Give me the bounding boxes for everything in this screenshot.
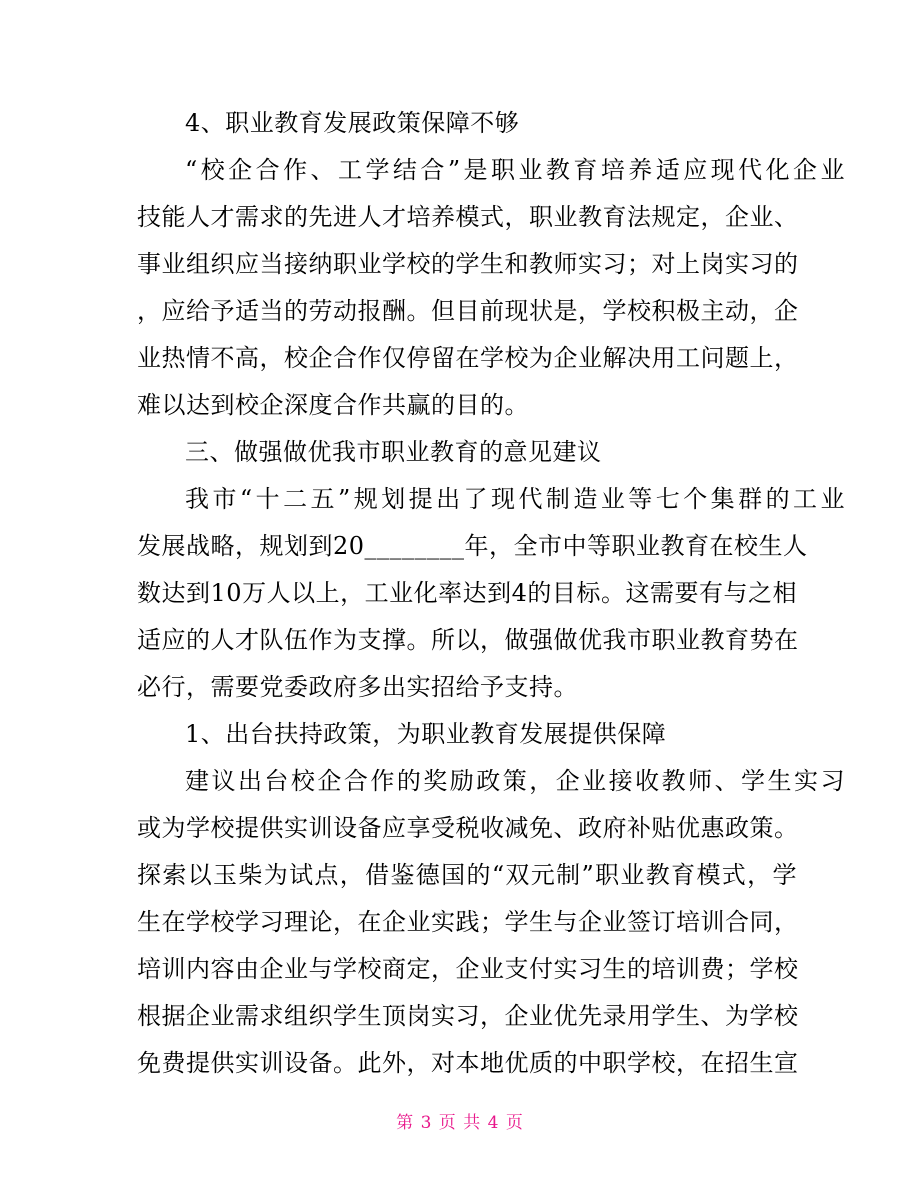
paragraph-line: “校企合作、工学结合”是职业教育培养适应现代化企业 [185,156,845,184]
paragraph-line: 或为学校提供实训设备应享受税收减免、政府补贴优惠政策。 [137,814,799,842]
paragraph-line: 必行，需要党委政府多出实招给予支持。 [137,673,578,701]
paragraph-line: 数达到10万人以上，工业化率达到4的目标。这需要有与之相 [137,579,797,607]
page-number-footer: 第 3 页 共 4 页 [396,1113,524,1133]
paragraph-line: 业热情不高，校企合作仅停留在学校为企业解决用工问题上， [137,344,799,372]
heading-support-policy: 1、出台扶持政策，为职业教育发展提供保障 [185,720,667,748]
paragraph-line: 适应的人才队伍作为支撑。所以，做强做优我市职业教育势在 [137,626,799,654]
paragraph-line: 免费提供实训设备。此外，对本地优质的中职学校，在招生宣 [137,1049,799,1077]
paragraph-line: 难以达到校企深度合作共赢的目的。 [137,391,529,419]
heading-policy-guarantee: 4、职业教育发展政策保障不够 [185,109,520,137]
paragraph-line: 我市“十二五”规划提出了现代制造业等七个集群的工业 [185,485,845,513]
paragraph-line: 发展战略，规划到20________年，全市中等职业教育在校生人 [137,532,808,560]
paragraph-line: 技能人才需求的先进人才培养模式，职业教育法规定，企业、 [137,203,799,231]
paragraph-line: 培训内容由企业与学校商定，企业支付实习生的培训费；学校 [137,955,799,983]
paragraph-line: 事业组织应当接纳职业学校的学生和教师实习；对上岗实习的 [137,250,799,278]
paragraph-line: ，应给予适当的劳动报酬。但目前现状是，学校积极主动，企 [137,297,799,325]
paragraph-line: 生在学校学习理论，在企业实践；学生与企业签订培训合同， [137,908,799,936]
paragraph-line: 探索以玉柴为试点，借鉴德国的“双元制”职业教育模式，学 [137,861,797,889]
paragraph-line: 根据企业需求组织学生顶岗实习，企业优先录用学生、为学校 [137,1002,799,1030]
paragraph-line: 建议出台校企合作的奖励政策，企业接收教师、学生实习 [185,767,845,795]
heading-suggestions: 三、做强做优我市职业教育的意见建议 [185,438,602,466]
